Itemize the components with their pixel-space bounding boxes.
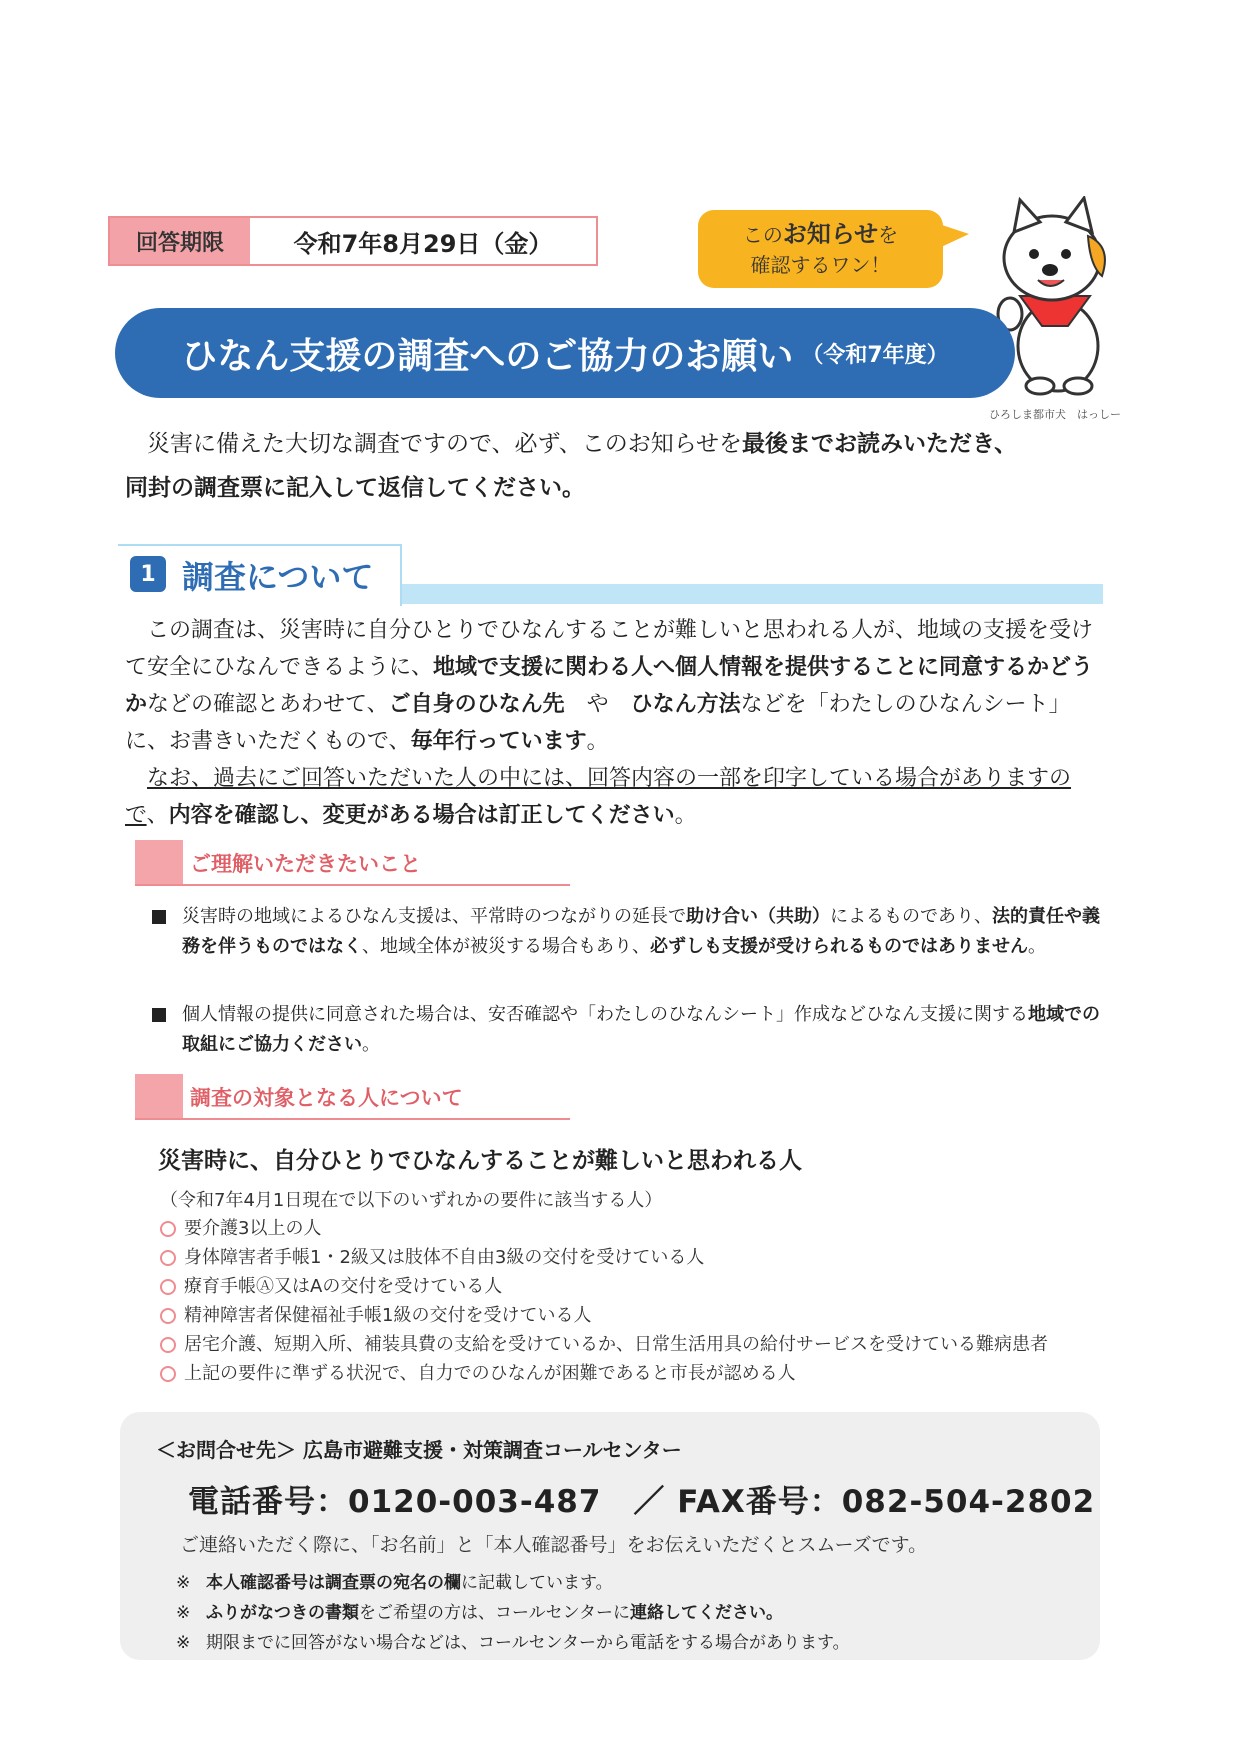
text: をご希望の方は、コールセンターに — [359, 1603, 630, 1623]
intro-bold-2: 同封の調査票に記入して返信してください。 — [125, 475, 585, 501]
text: などを「わたしのひなんシート」に、お書きいただくもので、 — [125, 692, 1071, 754]
text: に記載しています。 — [461, 1573, 613, 1593]
bold-text: 地域での取組にご協力ください — [182, 1004, 1100, 1055]
note-paragraph — [125, 760, 1110, 834]
text: などの確認とあわせて、 — [147, 692, 389, 717]
section-title: 調査について — [182, 558, 374, 596]
list-item: 要介護3以上の人 — [160, 1214, 1120, 1243]
text: 、地域全体が被災する場合もあり、 — [362, 936, 650, 957]
bubble-text: この — [742, 222, 783, 247]
bold-text: 内容を確認し、変更がある場合は訂正してください — [168, 803, 675, 828]
deadline-date: 令和7年8月29日（金） — [250, 218, 596, 264]
bold-text: 法的責任や義務を伴うものではなく — [182, 906, 1100, 957]
survey-paragraph — [125, 612, 1110, 760]
text: 。 — [586, 729, 609, 754]
section-header — [118, 544, 1103, 606]
intro-bold: 最後までお読みいただき、 — [742, 431, 1018, 457]
deadline-box — [108, 216, 598, 266]
text: 、 — [146, 803, 169, 828]
subsection-mark — [135, 1074, 183, 1118]
target-heading: 災害時に、自分ひとりでひなんすることが難しいと思われる人 — [158, 1148, 802, 1174]
subsection-header-target — [135, 1074, 570, 1120]
page-subtitle: （令和7年度） — [801, 342, 949, 368]
list-item: 上記の要件に準ずる状況で、自力でのひなんが困難であると市長が認める人 — [160, 1359, 1120, 1388]
contact-guide: ご連絡いただく際に、「お名前」と「本人確認番号」をお伝えいただくとスムーズです。 — [180, 1534, 928, 1556]
bold-text: 連絡してください。 — [629, 1603, 783, 1623]
subsection-mark — [135, 840, 183, 884]
section-bar — [400, 584, 1103, 604]
bold-text: 地域で支援に関わる人へ個人情報を提供することに同意するかどうか — [125, 655, 1094, 717]
underlined-text: なお、過去にご回答いただいた人の中には、回答内容の一部を印字している場合がありますので — [125, 766, 1072, 828]
square-bullet-icon — [152, 1008, 166, 1022]
bubble-line-2: 確認するワン！ — [750, 252, 891, 277]
subsection-title: 調査の対象となる人について — [190, 1086, 463, 1110]
deadline-label: 回答期限 — [110, 218, 250, 264]
intro-text — [125, 422, 1110, 510]
text: によるものであり、 — [830, 906, 992, 927]
text: 。 — [1028, 936, 1046, 957]
text: 災害時の地域によるひなん支援は、平常時のつながりの延長で — [182, 906, 686, 927]
bold-text: ひなん方法 — [630, 692, 741, 717]
list-item: 精神障害者保健福祉手帳1級の交付を受けている人 — [160, 1301, 1120, 1330]
subsection-title: ご理解いただきたいこと — [190, 852, 421, 876]
title-banner — [115, 308, 1015, 398]
text: 。 — [674, 803, 697, 828]
note-item — [176, 1568, 1076, 1598]
bold-text: 必ずしも支援が受けられるものではありません — [650, 936, 1028, 957]
bold-text: 毎年行っています — [410, 729, 587, 754]
bullet-item — [152, 902, 1112, 962]
contact-box — [120, 1412, 1100, 1660]
bubble-text: を — [878, 222, 899, 247]
page-title: ひなん支援の調査へのご協力のお願い — [181, 335, 794, 377]
section-number: 1 — [130, 556, 166, 592]
bold-text: ふりがなつきの書類 — [206, 1603, 359, 1623]
contact-notes — [176, 1568, 1076, 1658]
bubble-line-1 — [698, 219, 943, 250]
phone-fax-numbers: 電話番号：0120-003-487 ／ FAX番号：082-504-2802 — [188, 1484, 1096, 1520]
note-item: ※ 期限までに回答がない場合などは、コールセンターから電話をする場合があります。 — [176, 1628, 1076, 1658]
speech-bubble — [698, 210, 943, 288]
bold-text: ご自身のひなん先 — [388, 692, 565, 717]
list-item: 療育手帳Ⓐ又はAの交付を受けている人 — [160, 1272, 1120, 1301]
square-bullet-icon — [152, 910, 166, 924]
note-item — [176, 1598, 1076, 1628]
text: や — [564, 692, 631, 717]
bubble-bold: お知らせ — [782, 219, 879, 248]
list-item: 居宅介護、短期入所、補装具費の支給を受けているか、日常生活用具の給付サービスを受けている難病患者 — [160, 1330, 1120, 1359]
text: 。 — [362, 1034, 380, 1055]
bold-text: 助け合い（共助） — [686, 906, 830, 927]
bullet-item — [152, 1000, 1112, 1060]
list-item: 身体障害者手帳1・2級又は肢体不自由3級の交付を受けている人 — [160, 1243, 1120, 1272]
text: 個人情報の提供に同意された場合は、安否確認や「わたしのひなんシート」作成などひなん支援に関する — [182, 1004, 1028, 1025]
contact-heading: ＜お問合せ先＞ 広島市避難支援・対策調査コールセンター — [156, 1438, 682, 1462]
intro-plain: 災害に備えた大切な調査ですので、必ず、このお知らせを — [147, 431, 743, 457]
target-note: （令和7年4月1日現在で以下のいずれかの要件に該当する人） — [160, 1190, 663, 1211]
requirement-list — [160, 1214, 1120, 1388]
text: この調査は、災害時に自分ひとりでひなんすることが難しいと思われる人が、地域の支援を受けて安全にひなんできるように、 — [125, 618, 1094, 680]
bold-text: 本人確認番号は調査票の宛名の欄 — [206, 1573, 461, 1593]
subsection-header-understanding — [135, 840, 570, 886]
mascot-caption: ひろしま都市犬 はっしー — [989, 408, 1121, 421]
